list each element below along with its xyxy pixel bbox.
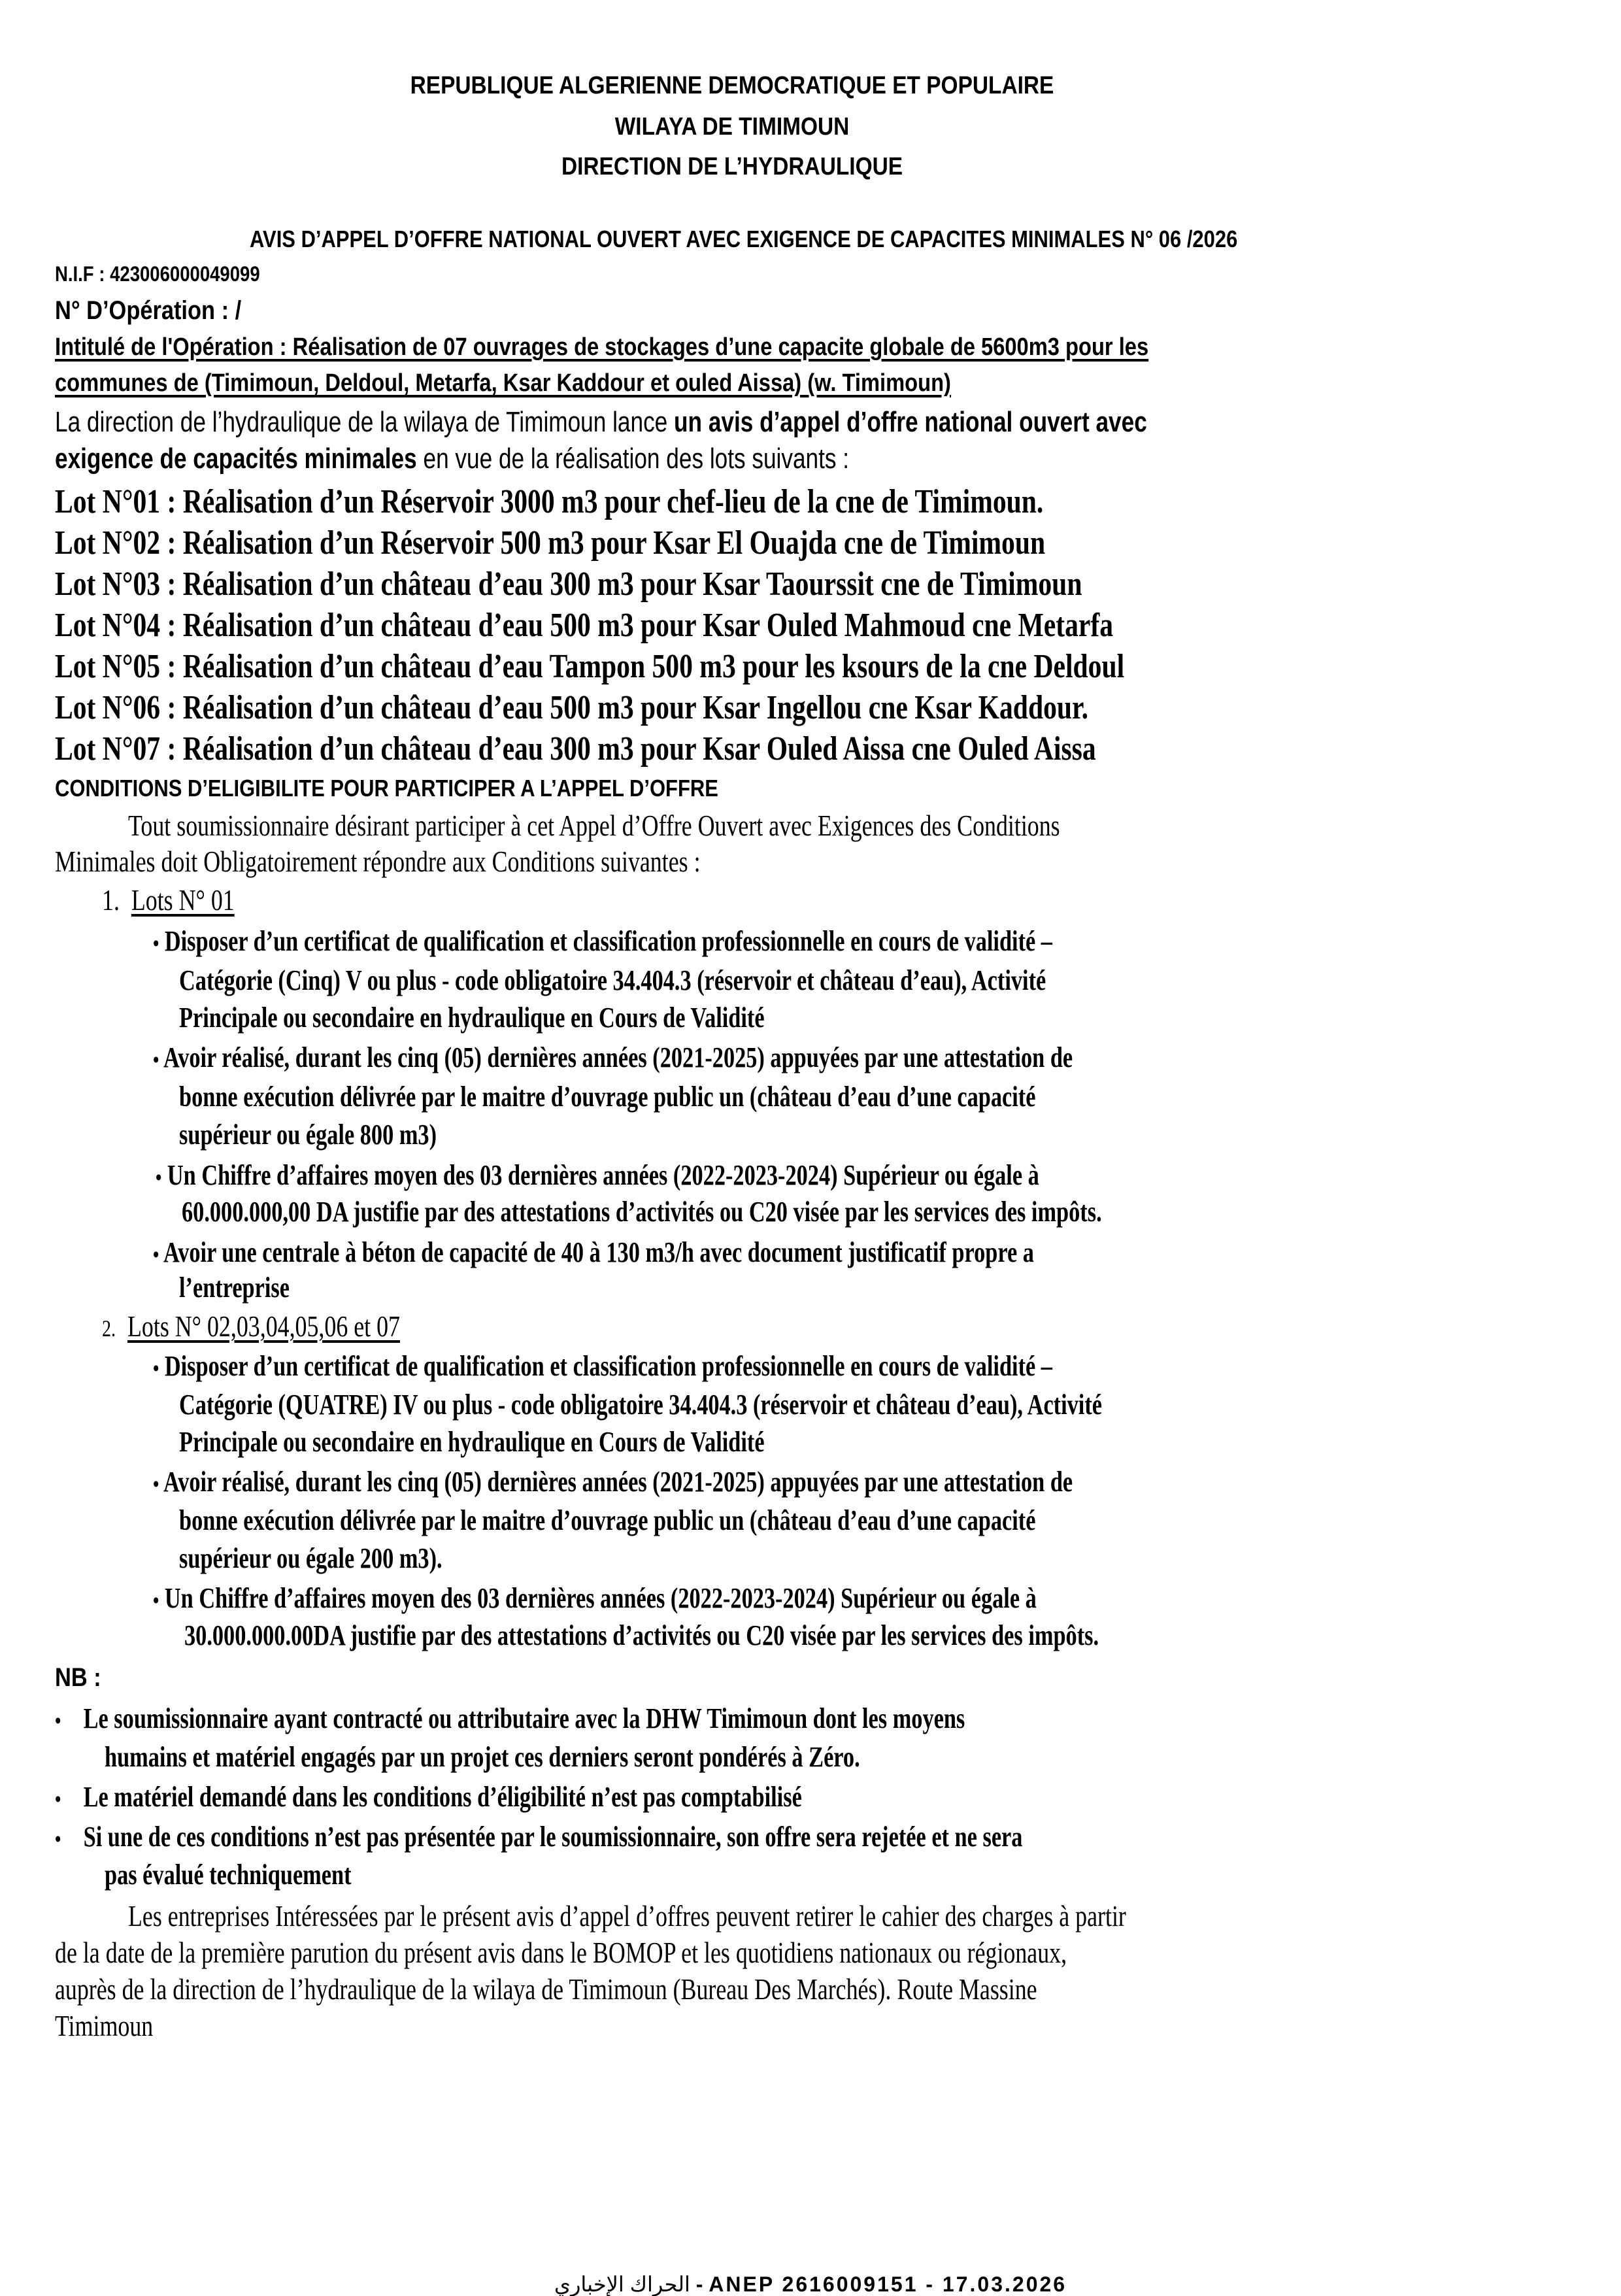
nb-item3-l2: pas évalué techniquement — [105, 1859, 352, 1891]
group1-bullet1-l3: Principale ou secondaire en hydraulique en Cours de Validité — [179, 1002, 765, 1034]
group1-bullet2 — [153, 1043, 1073, 1072]
group2-label: Lots N° 02,03,04,05,06 et 07 — [127, 1309, 400, 1343]
closing-line4: Timimoun — [55, 2009, 154, 2042]
bullet-icon: • — [153, 1357, 159, 1381]
bullet-text: Avoir réalisé, durant les cinq (05) dernières années (2021-2025) appuyées par une attestation de — [163, 1041, 1073, 1073]
footer-reference: ANEP 2616009151 - 17.03.2026 — [709, 2272, 1067, 2296]
nb-text: Si une de ces conditions n’est pas présentée par le soumissionnaire, son offre sera rejetée et ne sera — [83, 1821, 1023, 1853]
group2-bullet2-l3: supérieur ou égale 200 m3). — [179, 1542, 443, 1574]
header-direction: DIRECTION DE L’HYDRAULIQUE — [561, 153, 903, 180]
operation-title-line1: Intitulé de l'Opération : Réalisation de 07 ouvrages de stockages d’une capacite globale de 5600m3 pour les — [55, 333, 1149, 361]
bullet-text: Disposer d’un certificat de qualification et classification professionnelle en cours de validité – — [164, 925, 1052, 957]
bullet-text: Disposer d’un certificat de qualification et classification professionnelle en cours de validité – — [164, 1350, 1052, 1382]
group1-label: Lots N° 01 — [131, 883, 235, 917]
bullet-icon: • — [153, 1048, 159, 1072]
lot-06: Lot N°06 : Réalisation d’un château d’eau 500 m3 pour Ksar Ingellou cne Ksar Kaddour. — [55, 689, 1089, 726]
bullet-icon: • — [55, 1709, 61, 1733]
nb-title: NB : — [55, 1663, 101, 1692]
operation-number: N° D’Opération : / — [55, 296, 242, 325]
group1-bullet1 — [153, 927, 1052, 956]
group1-bullet3-l2: 60.000.000,00 DA justifie par des attestations d’activités ou C20 visée par les services des impôts. — [182, 1196, 1102, 1228]
footer — [0, 2274, 1621, 2295]
intro-text: La direction de l’hydraulique de la wilaya de Timimoun lance — [55, 406, 675, 438]
bullet-icon: • — [55, 1787, 61, 1812]
bullet-icon: • — [153, 1243, 159, 1267]
group1-bullet1-l2: Catégorie (Cinq) V ou plus - code obligatoire 34.404.3 (réservoir et château d’eau), Activité — [179, 964, 1046, 996]
group2-bullet2 — [153, 1468, 1073, 1496]
nb-text: Le matériel demandé dans les conditions d’éligibilité n’est pas comptabilisé — [83, 1781, 802, 1813]
nb-item1 — [55, 1704, 965, 1733]
group1-bullet4-l2: l’entreprise — [179, 1272, 290, 1304]
lot-02: Lot N°02 : Réalisation d’un Réservoir 500 m3 pour Ksar El Ouajda cne de Timimoun — [55, 524, 1046, 562]
header-wilaya: WILAYA DE TIMIMOUN — [614, 113, 850, 141]
group1-number: 1. — [102, 883, 120, 917]
conditions-intro-line1: Tout soumissionnaire désirant participer à cet Appel d’Offre Ouvert avec Exigences des Conditions — [128, 809, 1060, 842]
group2-bullet3-l2: 30.000.000.00DA justifie par des attestations d’activités ou C20 visée par les services des impôts. — [184, 1619, 1099, 1651]
group2-bullet1-l2: Catégorie (QUATRE) IV ou plus - code obligatoire 34.404.3 (réservoir et château d’eau), Activité — [179, 1389, 1103, 1421]
nb-item1-l2: humains et matériel engagés par un projet ces derniers seront pondérés à Zéro. — [105, 1741, 860, 1773]
group1-bullet2-l3: supérieur ou égale 800 m3) — [179, 1119, 437, 1151]
intro-text-2: en vue de la réalisation des lots suivants : — [416, 443, 850, 475]
header-republic: REPUBLIQUE ALGERIENNE DEMOCRATIQUE ET POPULAIRE — [410, 72, 1054, 99]
operation-title-line2: communes de (Timimoun, Deldoul, Metarfa, Ksar Kaddour et ouled Aissa) (w. Timimoun) — [55, 369, 951, 397]
conditions-title: CONDITIONS D’ELIGIBILITE POUR PARTICIPER A L’APPEL D’OFFRE — [55, 775, 718, 802]
bullet-text: Un Chiffre d’affaires moyen des 03 dernières années (2022-2023-2024) Supérieur ou égale à — [164, 1582, 1037, 1614]
bullet-icon: • — [55, 1827, 61, 1851]
closing-line1: Les entreprises Intéressées par le présent avis d’appel d’offres peuvent retirer le cahier des charges à partir — [128, 1899, 1126, 1933]
bullet-icon: • — [156, 1166, 162, 1190]
notice-title: AVIS D’APPEL D’OFFRE NATIONAL OUVERT AVEC EXIGENCE DE CAPACITES MINIMALES N° 06 /2026 — [250, 226, 1238, 252]
closing-line2: de la date de la première parution du présent avis dans le BOMOP et les quotidiens nationaux ou régionaux, — [55, 1936, 1067, 1969]
intro-emphasis-2: exigence de capacités minimales — [55, 443, 417, 475]
group1-bullet2-l2: bonne exécution délivrée par le maitre d’ouvrage public un (château d’eau d’une capacité — [179, 1081, 1036, 1113]
group2-bullet1-l3: Principale ou secondaire en hydraulique en Cours de Validité — [179, 1426, 765, 1458]
nif: N.I.F : 423006000049099 — [55, 262, 260, 286]
lot-05: Lot N°05 : Réalisation d’un château d’eau Tampon 500 m3 pour les ksours de la cne Deldoul — [55, 648, 1125, 685]
group2-bullet3 — [153, 1584, 1037, 1613]
closing-line3: auprès de la direction de l’hydraulique de la wilaya de Timimoun (Bureau Des Marchés). Route Massine — [55, 1972, 1037, 2006]
lot-03: Lot N°03 : Réalisation d’un château d’eau 300 m3 pour Ksar Taourssit cne de Timimoun — [55, 566, 1082, 603]
group1-heading — [102, 885, 235, 915]
lot-07: Lot N°07 : Réalisation d’un château d’eau 300 m3 pour Ksar Ouled Aissa cne Ouled Aissa — [55, 730, 1096, 768]
lot-01: Lot N°01 : Réalisation d’un Réservoir 3000 m3 pour chef-lieu de la cne de Timimoun. — [55, 483, 1044, 520]
group2-heading — [102, 1311, 400, 1342]
bullet-icon: • — [153, 1589, 159, 1613]
bullet-text: Avoir une centrale à béton de capacité de 40 à 130 m3/h avec document justificatif propre a — [163, 1236, 1034, 1268]
intro-line1 — [55, 408, 1147, 437]
footer-separator: - — [690, 2272, 709, 2296]
conditions-intro-line2: Minimales doit Obligatoirement répondre aux Conditions suivantes : — [55, 845, 701, 878]
group2-bullet1 — [153, 1352, 1052, 1381]
group1-bullet3 — [156, 1161, 1039, 1190]
intro-emphasis: un avis d’appel d’offre national ouvert avec — [674, 406, 1147, 438]
bullet-text: Un Chiffre d’affaires moyen des 03 dernières années (2022-2023-2024) Supérieur ou égale à — [167, 1159, 1039, 1191]
intro-line2 — [55, 445, 849, 473]
group2-number: 2. — [102, 1315, 116, 1342]
nb-item3 — [55, 1823, 1022, 1851]
group2-bullet2-l2: bonne exécution délivrée par le maitre d’ouvrage public un (château d’eau d’une capacité — [179, 1504, 1036, 1536]
bullet-text: Avoir réalisé, durant les cinq (05) dernières années (2021-2025) appuyées par une attestation de — [163, 1466, 1073, 1498]
bullet-icon: • — [153, 932, 159, 956]
nb-item2 — [55, 1783, 802, 1812]
nb-text: Le soumissionnaire ayant contracté ou attributaire avec la DHW Timimoun dont les moyens — [83, 1702, 965, 1734]
lot-04: Lot N°04 : Réalisation d’un château d’eau 500 m3 pour Ksar Ouled Mahmoud cne Metarfa — [55, 607, 1114, 644]
footer-arabic: الحراك الإخباري — [554, 2272, 690, 2296]
bullet-icon: • — [153, 1472, 159, 1496]
group1-bullet4 — [153, 1238, 1034, 1267]
